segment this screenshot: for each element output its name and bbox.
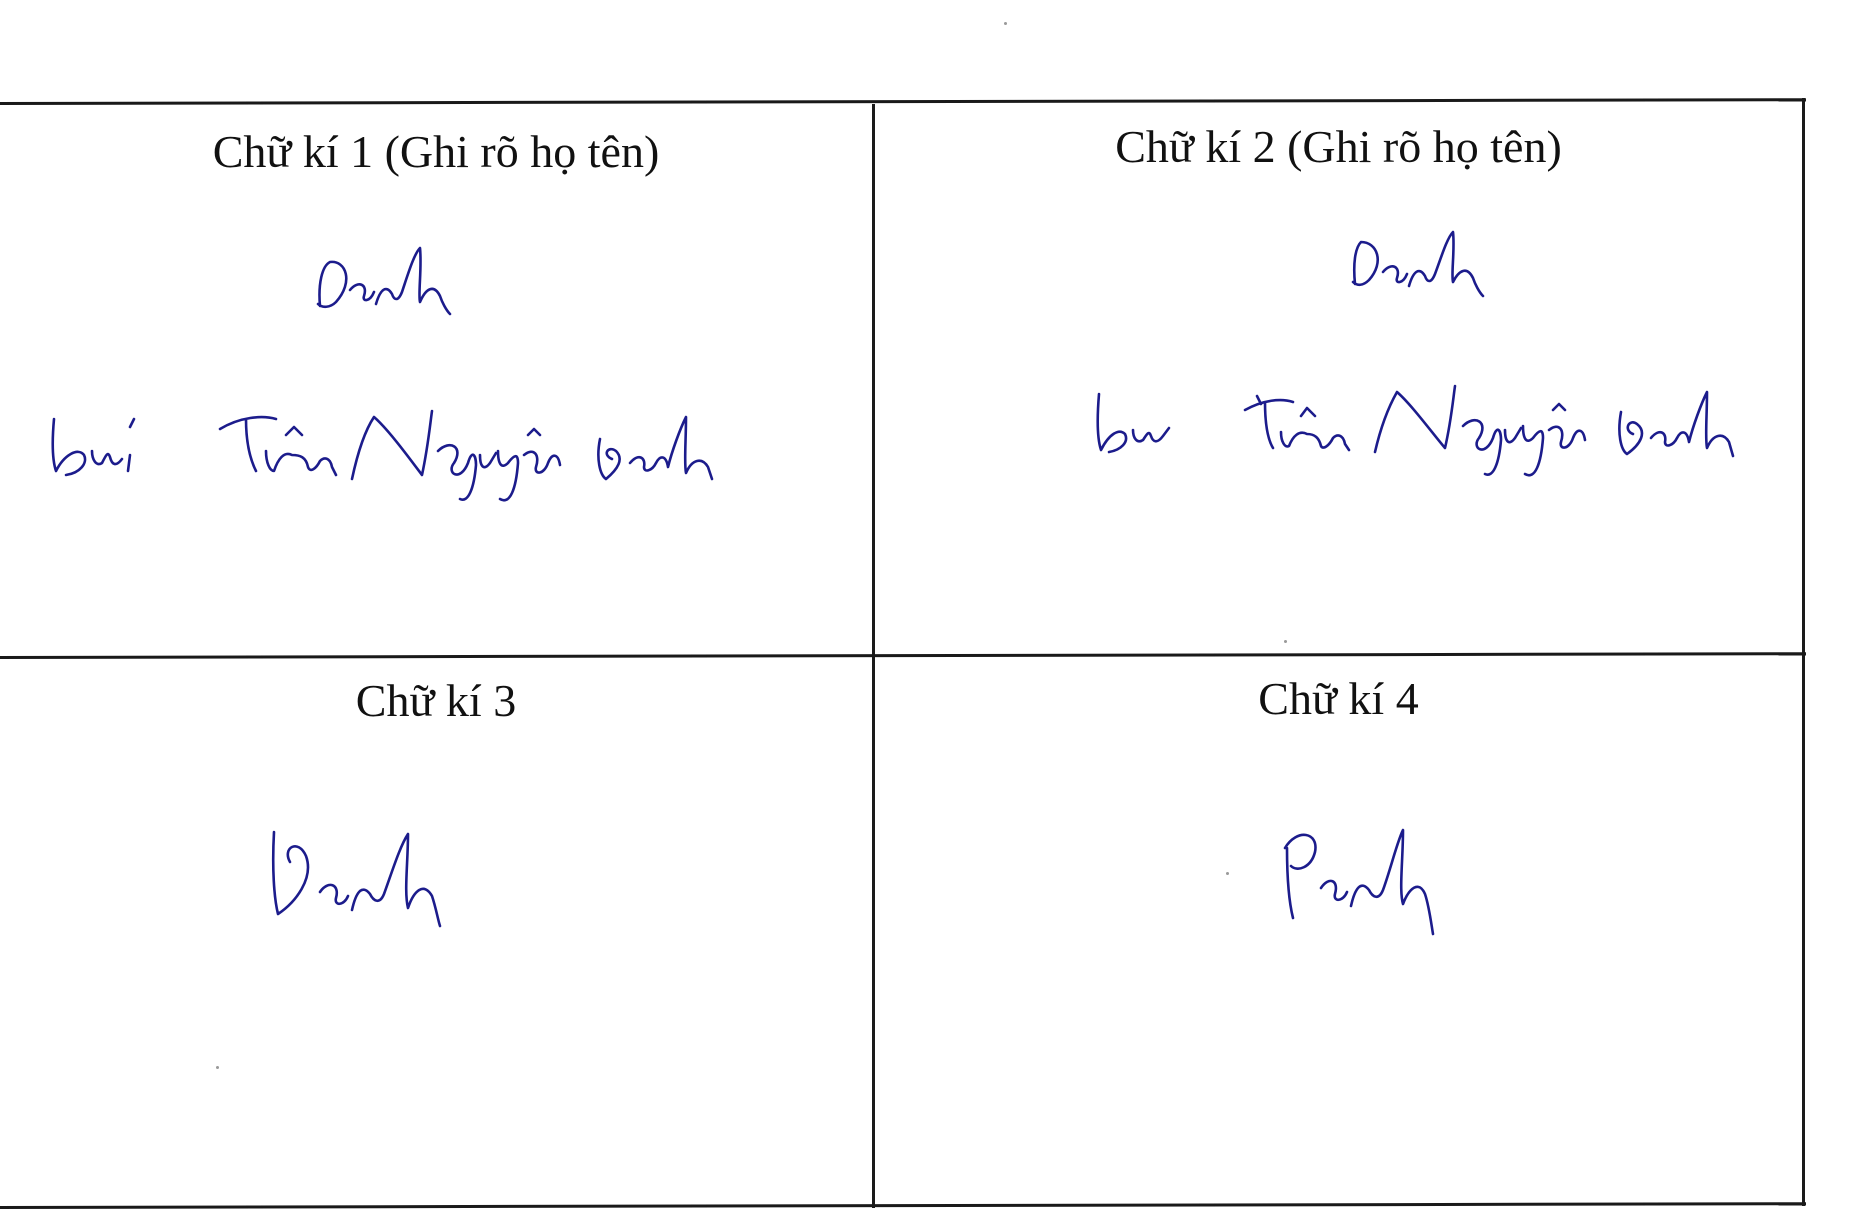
signature-cell-1 <box>0 104 872 656</box>
cell-3-title: Chữ kí 3 <box>355 675 517 726</box>
signature-cell-2 <box>875 102 1802 656</box>
cell-1-short-signature <box>310 244 470 324</box>
scan-speck <box>1284 640 1287 643</box>
scan-speck <box>1004 22 1007 25</box>
cell-3-signature <box>262 818 452 928</box>
cell-2-short-signature <box>1345 228 1505 308</box>
cell-1-full-name-signature <box>40 359 780 499</box>
table-right-border <box>1802 98 1805 1206</box>
cell-4-title: Chữ kí 4 <box>1258 673 1419 724</box>
scan-speck <box>216 1066 219 1069</box>
cell-1-title: Chữ kí 1 (Ghi rõ họ tên) <box>212 126 660 177</box>
cell-2-full-name-signature <box>1085 338 1825 478</box>
cell-4-signature <box>1275 818 1445 938</box>
cell-2-title: Chữ kí 2 (Ghi rõ họ tên) <box>1115 121 1562 172</box>
signature-cell-3 <box>0 658 872 1206</box>
scan-speck <box>1226 872 1229 875</box>
signature-cell-4 <box>875 656 1802 1206</box>
